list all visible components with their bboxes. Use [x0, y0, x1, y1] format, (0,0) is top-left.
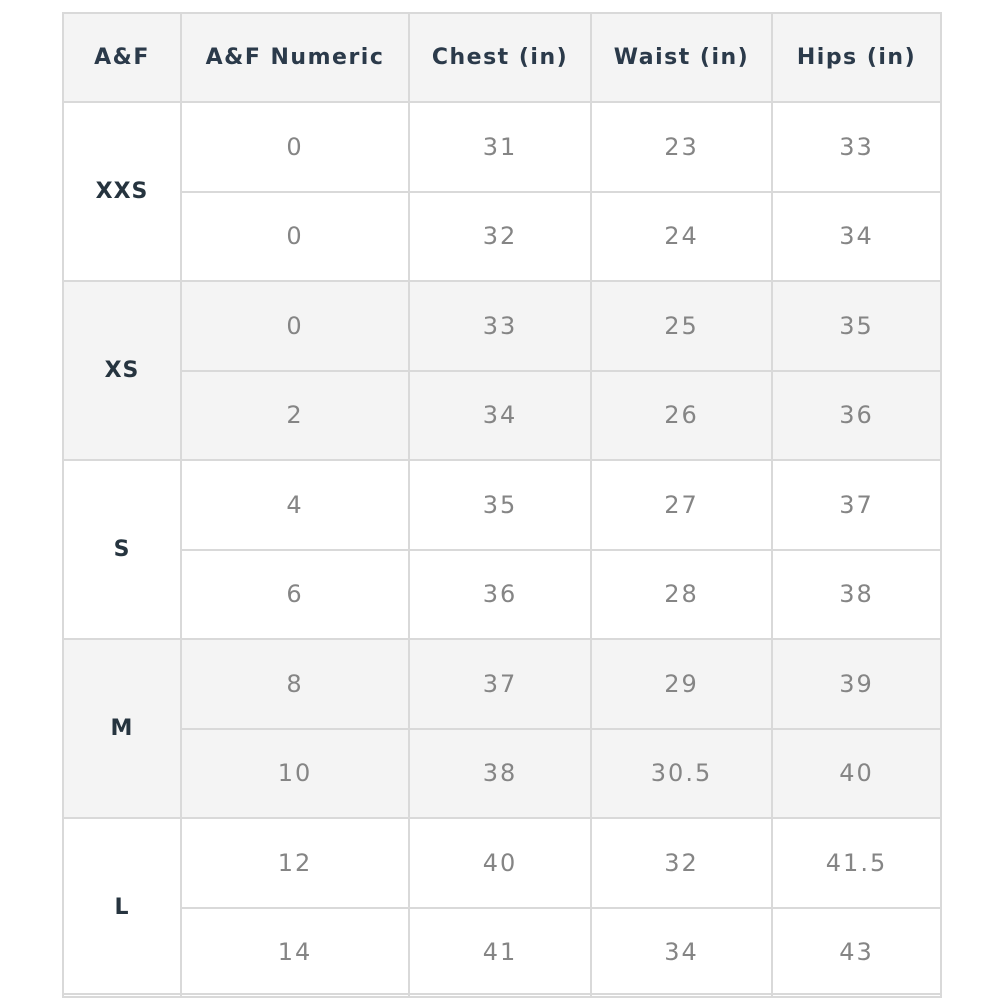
table-row	[63, 460, 941, 550]
size-label: M	[63, 639, 181, 818]
size-group-xs	[63, 281, 941, 460]
numeric-cell: 0	[181, 192, 409, 282]
size-label: S	[63, 460, 181, 639]
hips-cell: 43	[772, 908, 941, 998]
hips-cell: 39	[772, 639, 941, 729]
waist-cell: 34	[591, 908, 772, 998]
table-row	[63, 818, 941, 908]
header-waist: Waist (in)	[591, 13, 772, 102]
numeric-cell: 0	[181, 281, 409, 371]
size-group-xxs	[63, 102, 941, 281]
hips-cell: 34	[772, 192, 941, 282]
header-hips: Hips (in)	[772, 13, 941, 102]
size-label: XXS	[63, 102, 181, 281]
waist-cell: 29	[591, 639, 772, 729]
chest-cell: 40	[409, 818, 591, 908]
chest-cell: 41	[409, 908, 591, 998]
waist-cell: 28	[591, 550, 772, 640]
waist-cell: 26	[591, 371, 772, 461]
table-row	[63, 550, 941, 640]
waist-cell: 25	[591, 281, 772, 371]
table-row	[63, 281, 941, 371]
table-row	[63, 729, 941, 819]
chest-cell: 38	[409, 729, 591, 819]
size-group-s	[63, 460, 941, 639]
size-group-l	[63, 818, 941, 997]
chest-cell: 34	[409, 371, 591, 461]
chest-cell: 35	[409, 460, 591, 550]
waist-cell: 30.5	[591, 729, 772, 819]
numeric-cell: 12	[181, 818, 409, 908]
hips-cell: 41.5	[772, 818, 941, 908]
waist-cell: 23	[591, 102, 772, 192]
table-row	[63, 192, 941, 282]
size-label: XS	[63, 281, 181, 460]
size-group-m	[63, 639, 941, 818]
table-row	[63, 371, 941, 461]
header-row	[63, 13, 941, 102]
chest-cell: 36	[409, 550, 591, 640]
table-row	[63, 639, 941, 729]
table-row	[63, 102, 941, 192]
numeric-cell: 0	[181, 102, 409, 192]
hips-cell: 38	[772, 550, 941, 640]
header-af: A&F	[63, 13, 181, 102]
header-chest: Chest (in)	[409, 13, 591, 102]
numeric-cell: 4	[181, 460, 409, 550]
chest-cell: 33	[409, 281, 591, 371]
hips-cell: 37	[772, 460, 941, 550]
chest-cell: 31	[409, 102, 591, 192]
numeric-cell: 2	[181, 371, 409, 461]
hips-cell: 35	[772, 281, 941, 371]
size-chart-table	[62, 12, 942, 998]
waist-cell: 32	[591, 818, 772, 908]
next-row-edge	[62, 993, 940, 1000]
waist-cell: 27	[591, 460, 772, 550]
size-label: L	[63, 818, 181, 997]
numeric-cell: 6	[181, 550, 409, 640]
numeric-cell: 10	[181, 729, 409, 819]
numeric-cell: 14	[181, 908, 409, 998]
table-header	[63, 13, 941, 102]
chest-cell: 37	[409, 639, 591, 729]
hips-cell: 40	[772, 729, 941, 819]
header-af-numeric: A&F Numeric	[181, 13, 409, 102]
hips-cell: 36	[772, 371, 941, 461]
hips-cell: 33	[772, 102, 941, 192]
table-row	[63, 908, 941, 998]
waist-cell: 24	[591, 192, 772, 282]
chest-cell: 32	[409, 192, 591, 282]
numeric-cell: 8	[181, 639, 409, 729]
